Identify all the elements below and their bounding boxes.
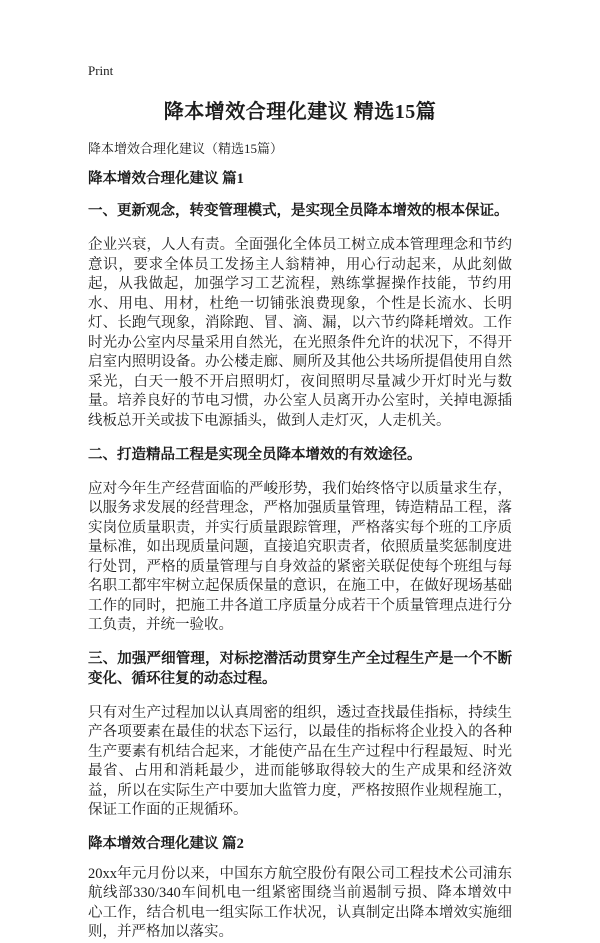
- section-heading-3: 三、加强严细管理，对标挖潜活动贯穿生产全过程生产是一个不断变化、循环往复的动态过程。: [88, 651, 512, 687]
- section-heading-1: 一、更新观念，转变管理模式，是实现全员降本增效的根本保证。: [88, 203, 509, 219]
- paragraph-4: 20xx年元月份以来，中国东方航空股份有限公司工程技术公司浦东航线部330/340车间机电一组紧密围绕当前遏制亏损、降本增效中心工作，结合机电一组实际工作状况，认真制定出降本增效实施细则，并严格加以落实。: [88, 865, 512, 941]
- article-1-title: 降本增效合理化建议 篇1: [88, 171, 244, 187]
- document-subtitle: 降本增效合理化建议（精选15篇）: [88, 141, 284, 156]
- paragraph-2: 应对今年生产经营面临的严峻形势，我们始终恪守以质量求生存，以服务求发展的经营理念，严格加强质量管理，铸造精品工程，落实岗位质量职责，并实行质量跟踪管理，严格落实每个班的工序质量标准，如出现质量问题，直接追究职责者，依照质量奖惩制度进行处罚，严格的质量管理与自身效益的紧密关联促使每个班组与每名职工都牢牢树立起保质保量的意识，在施工中，在做好现场基础工作的同时，把施工井各道工序质量分成若干个质量管理点进行分工负责，并统一验收。: [88, 480, 512, 633]
- paragraph-1: 企业兴衰，人人有责。全面强化全体员工树立成本管理理念和节约意识，要求全体员工发扬主人翁精神，用心行动起来，从此刻做起，从我做起，加强学习工艺流程，熟练掌握操作技能，节约用水、用电、用材，杜绝一切铺张浪费现象，个性是长流水、长明灯、长跑气现象，消除跑、冒、滴、漏，以六节约降耗增效。工作时光办公室内尽量采用自然光，在光照条件允许的状况下，不得开启室内照明设备。办公楼走廊、厕所及其他公共场所提倡使用自然采光，白天一般不开启照明灯，夜间照明尽量减少开灯时光与数量。培养良好的节电习惯，办公室人员离开办公室时，关掉电源插线板总开关或拔下电源插头，做到人走灯灭，人走机关。: [88, 237, 512, 429]
- paragraph-3: 只有对生产过程加以认真周密的组织，透过查找最佳指标，持续生产各项要素在最佳的状态下运行，以最佳的指标将企业投入的各种生产要素有机结合起来，才能使产品在生产过程中行程最短、时光最省、占用和消耗最少，进而能够取得较大的生产成果和经济效益，所以在实际生产中要加大监管力度，严格按照作业规程施工，保证工作面的正规循环。: [88, 704, 512, 818]
- page-title: 降本增效合理化建议 精选15篇: [163, 101, 437, 123]
- print-button[interactable]: Print: [88, 63, 114, 78]
- article-2-title: 降本增效合理化建议 篇2: [88, 835, 244, 852]
- section-heading-2: 二、打造精品工程是实现全员降本增效的有效途径。: [88, 446, 422, 463]
